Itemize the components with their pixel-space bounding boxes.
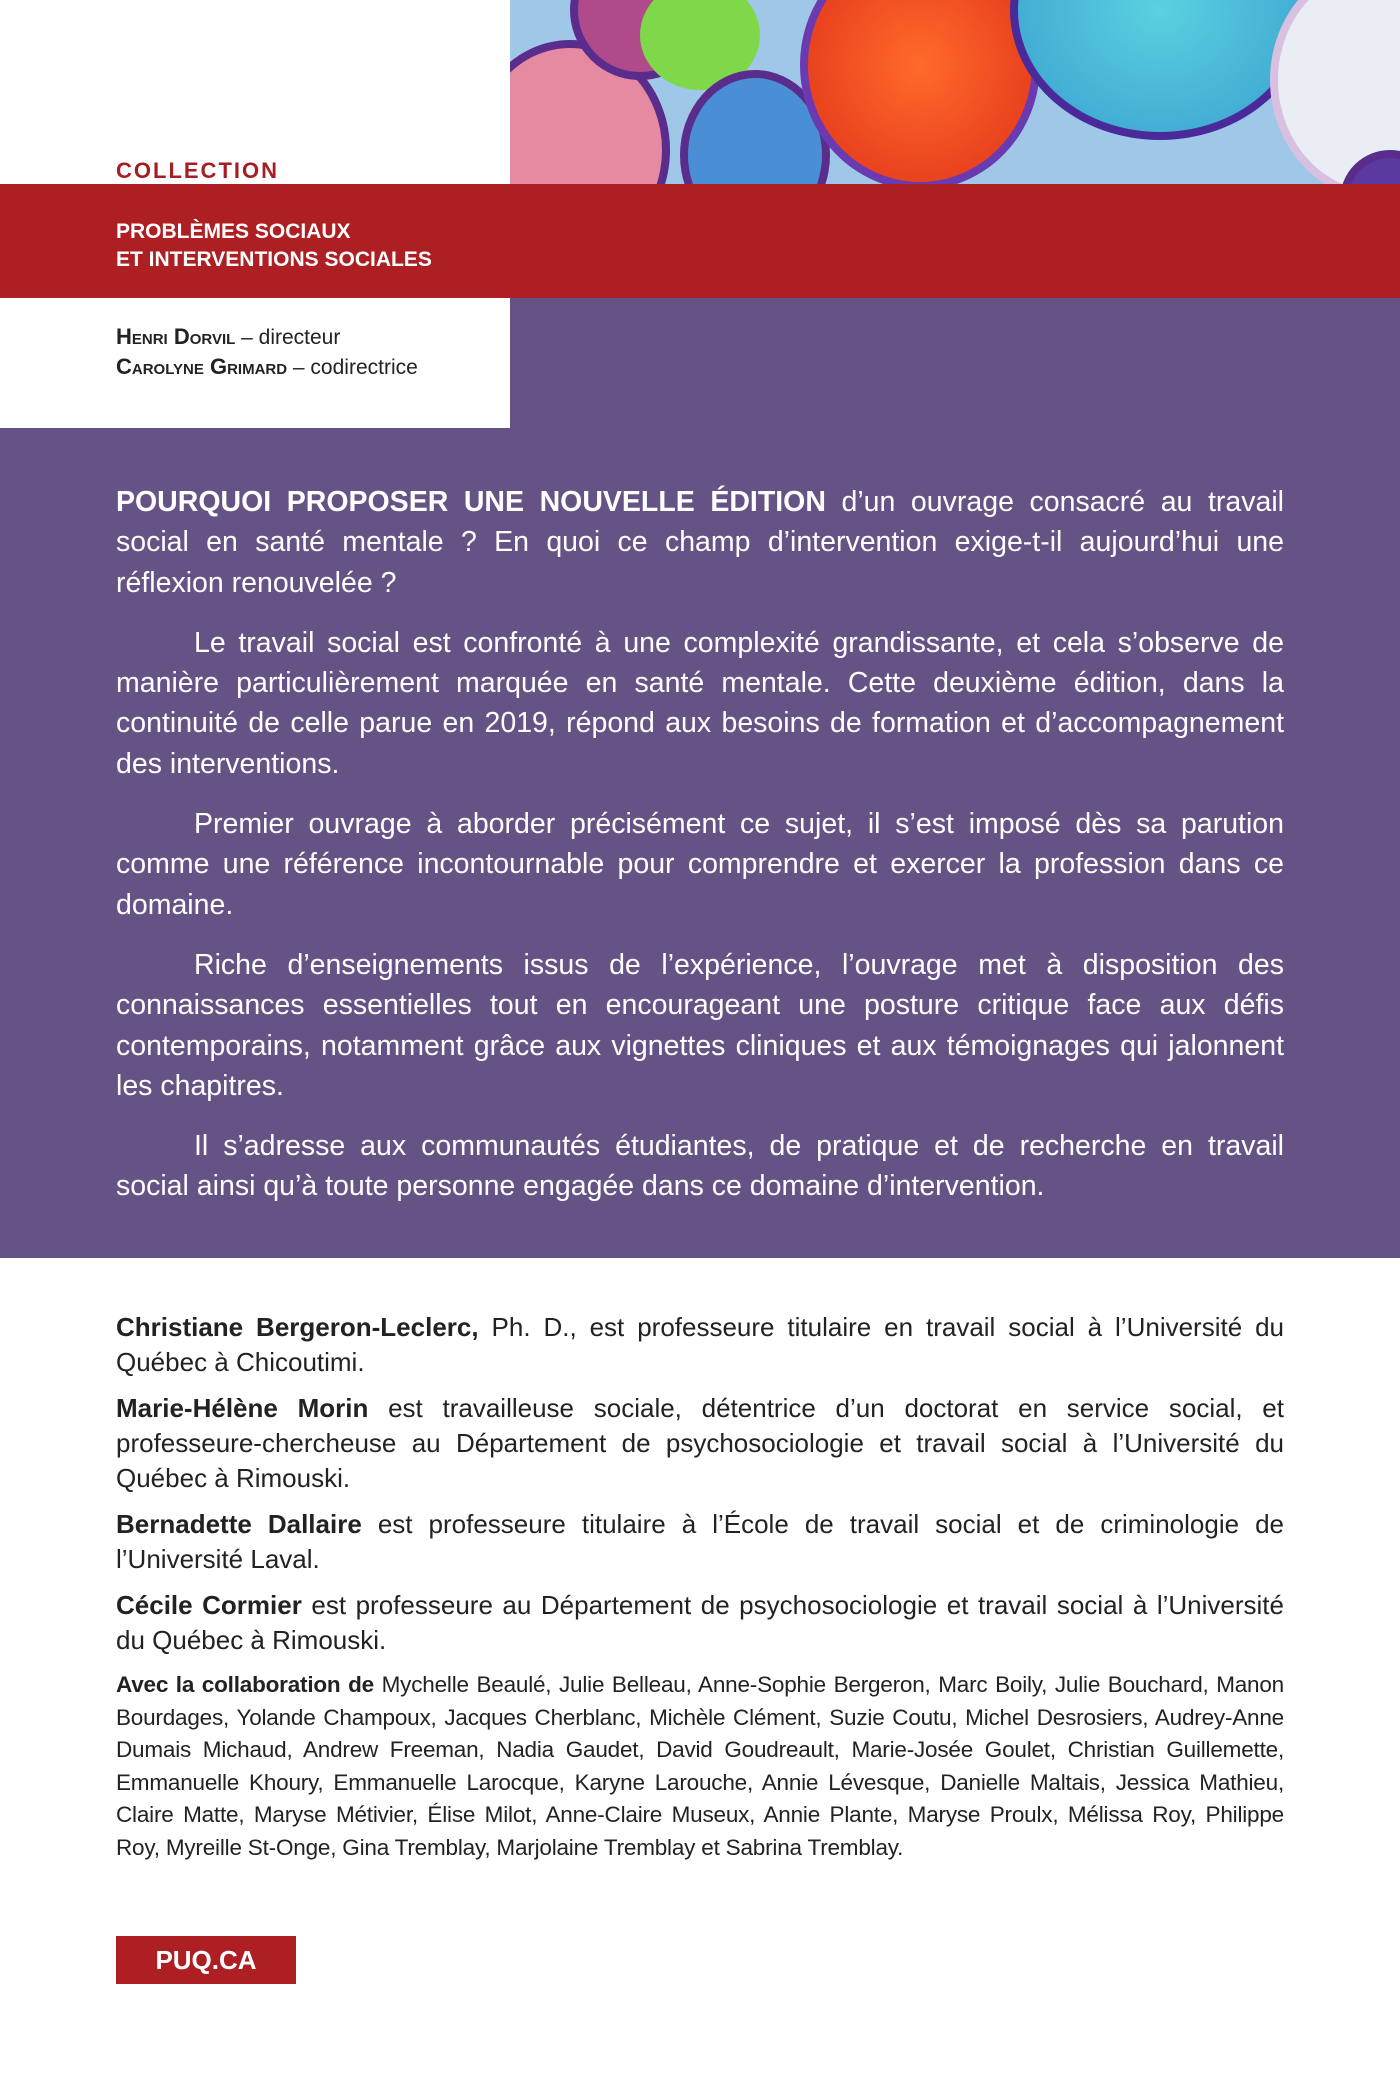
author-name: Marie-Hélène Morin: [116, 1393, 369, 1423]
director: [116, 352, 418, 382]
publisher-logo: PUQ.CA: [116, 1936, 296, 1984]
director-name: Henri Dorvil: [116, 324, 236, 349]
summary-paragraph: Riche d’enseignements issus de l’expérience, l’ouvrage met à disposition des connaissances essentielles tout en encourageant une posture critique face aux défis contemporains, notamment grâce aux vignettes cliniques et aux témoignages qui jalonnent les chapitres.: [116, 948, 1284, 1102]
cover-painting: [510, 0, 1400, 184]
lead-rest: d’un ouvrage consacré au travail social en santé mentale ? En quoi ce champ d’intervention exige-t-il aujourd’hui une réflexion renouvelée ?: [116, 486, 1284, 599]
series-title-line: PROBLÈMES SOCIAUX: [116, 220, 351, 243]
summary-paragraph: Le travail social est confronté à une complexité grandissante, et cela s’observe de manière particulièrement marquée en santé mentale. Cette deuxième édition, dans la continuité de celle parue en 2019, répond aux besoins de formation et d’accompagnement des interventions.: [116, 626, 1284, 780]
author-bio-text: Ph. D., est professeure titulaire en travail social à l’Université du Québec à Chicoutimi.: [116, 1312, 1285, 1377]
author-bio-text: est professeure titulaire à l’École de travail social et de criminologie de l’Université Laval.: [116, 1509, 1284, 1574]
author-bio: [116, 1310, 1284, 1380]
director-role: – codirectrice: [287, 356, 418, 379]
author-bio: [116, 1391, 1284, 1496]
directors: [116, 322, 418, 382]
summary-paragraph: Il s’adresse aux communautés étudiantes, de pratique et de recherche en travail social ainsi qu’à toute personne engagée dans ce domaine d’intervention.: [116, 1130, 1284, 1203]
series-title: [116, 218, 432, 274]
summary-paragraph: Premier ouvrage à aborder précisément ce sujet, il s’est imposé dès sa parution comme une référence incontournable pour comprendre et exercer la profession dans ce domaine.: [116, 808, 1284, 921]
collaborators-names: Mychelle Beaulé, Julie Belleau, Anne-Sophie Bergeron, Marc Boily, Julie Bouchard, Manon Bourdages, Yolande Champoux, Jacques Cherblanc, Michèle Clément, Suzie Coutu, Michel Desrosiers, Audrey-Anne Dumais Michaud, Andrew Freeman, Nadia Gaudet, David Goudreault, Marie-Josée Goulet, Christian Guillemette, Emmanuelle Khoury, Emmanuelle Larocque, Karyne Larouche, Annie Lévesque, Danielle Maltais, Jessica Mathieu, Claire Matte, Maryse Métivier, Élise Milot, Anne-Claire Museux, Annie Plante, Maryse Proulx, Mélissa Roy, Philippe Roy, Myreille St-Onge, Gina Tremblay, Marjolaine Tremblay et Sabrina Tremblay.: [116, 1672, 1285, 1860]
director: [116, 322, 418, 352]
author-bio: [116, 1507, 1284, 1577]
author-bio: [116, 1588, 1284, 1658]
author-bios: [116, 1310, 1284, 1875]
director-name: Carolyne Grimard: [116, 354, 288, 379]
author-name: Cécile Cormier: [116, 1590, 302, 1620]
author-name: Christiane Bergeron-Leclerc,: [116, 1312, 479, 1342]
series-title-line: ET INTERVENTIONS SOCIALES: [116, 248, 432, 271]
director-role: – directeur: [235, 326, 341, 349]
summary-text: [116, 482, 1284, 1227]
collaborators-label: Avec la collaboration de: [116, 1672, 374, 1697]
collaborators: [116, 1669, 1284, 1864]
series-band: [0, 184, 1400, 298]
collection-label: COLLECTION: [116, 158, 279, 183]
author-name: Bernadette Dallaire: [116, 1509, 362, 1539]
summary-lead: [116, 482, 1284, 603]
lead-bold: POURQUOI PROPOSER UNE NOUVELLE ÉDITION: [116, 486, 826, 518]
author-bio-text: est travailleuse sociale, détentrice d’un doctorat en service social, et professeure-chercheuse au Département de psychosociologie et travail social à l’Université du Québec à Rimouski.: [116, 1393, 1284, 1493]
author-bio-text: est professeure au Département de psychosociologie et travail social à l’Université du Québec à Rimouski.: [116, 1590, 1284, 1655]
